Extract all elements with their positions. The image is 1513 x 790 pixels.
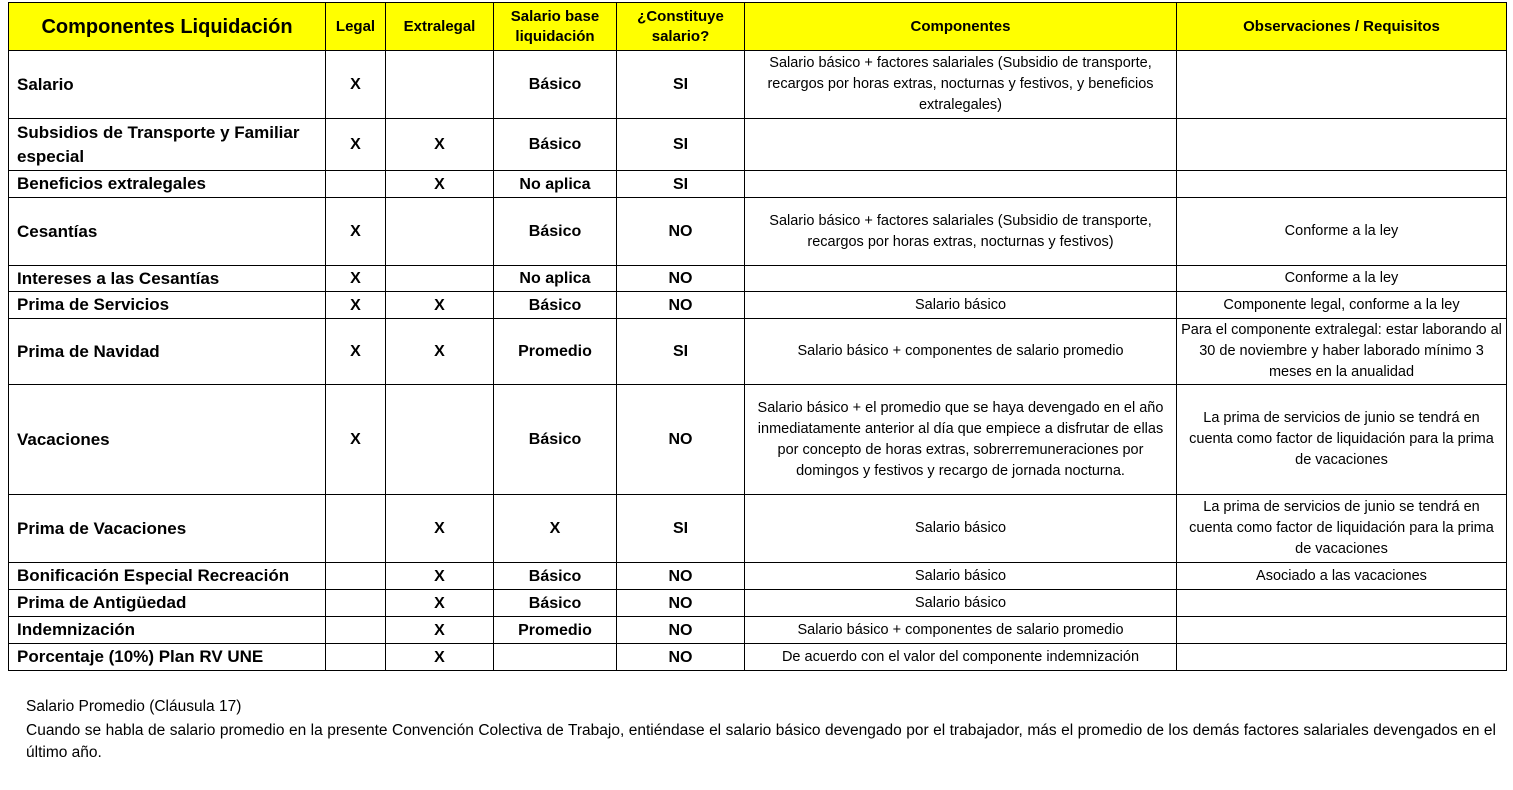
- row-componentes: Salario básico: [745, 292, 1177, 319]
- row-legal: [326, 171, 386, 198]
- row-name: Vacaciones: [9, 385, 326, 495]
- row-extralegal: X: [386, 617, 494, 644]
- row-observaciones: La prima de servicios de junio se tendrá en cuenta como factor de liquidación para la prima de vacaciones: [1177, 495, 1507, 563]
- row-observaciones: [1177, 171, 1507, 198]
- row-componentes: Salario básico: [745, 563, 1177, 590]
- row-name: Prima de Antigüedad: [9, 590, 326, 617]
- row-legal: X: [326, 119, 386, 171]
- row-legal: [326, 495, 386, 563]
- row-salario: NO: [617, 590, 745, 617]
- row-extralegal: X: [386, 119, 494, 171]
- row-salario: NO: [617, 644, 745, 671]
- row-extralegal: X: [386, 644, 494, 671]
- header-observaciones: Observaciones / Requisitos: [1177, 3, 1507, 51]
- row-base: Básico: [494, 198, 617, 266]
- row-salario: SI: [617, 119, 745, 171]
- table-row: [9, 171, 1507, 198]
- row-observaciones: Asociado a las vacaciones: [1177, 563, 1507, 590]
- row-base: Promedio: [494, 617, 617, 644]
- header-constituye-salario: ¿Constituye salario?: [617, 3, 745, 51]
- row-observaciones: [1177, 119, 1507, 171]
- liquidation-components-table: [8, 2, 1507, 671]
- row-componentes: Salario básico + el promedio que se haya devengado en el año inmediatamente anterior al día que empiece a disfrutar de ellas por concepto de horas extras, sobrerremuneraciones por domingos y festivos y recargo de jornada nocturna.: [745, 385, 1177, 495]
- row-salario: SI: [617, 319, 745, 385]
- row-componentes: Salario básico: [745, 495, 1177, 563]
- row-base: Básico: [494, 563, 617, 590]
- row-name: Porcentaje (10%) Plan RV UNE: [9, 644, 326, 671]
- table-row: [9, 590, 1507, 617]
- row-extralegal: [386, 198, 494, 266]
- row-base: Promedio: [494, 319, 617, 385]
- table-row: [9, 198, 1507, 266]
- row-legal: X: [326, 266, 386, 292]
- table-row: [9, 51, 1507, 119]
- header-componentes-liquidacion: Componentes Liquidación: [9, 3, 326, 51]
- row-legal: X: [326, 51, 386, 119]
- row-name: Cesantías: [9, 198, 326, 266]
- row-base: Básico: [494, 590, 617, 617]
- row-name: Prima de Vacaciones: [9, 495, 326, 563]
- table-row: [9, 644, 1507, 671]
- row-legal: [326, 617, 386, 644]
- header-salario-base: Salario base liquidación: [494, 3, 617, 51]
- row-observaciones: Conforme a la ley: [1177, 198, 1507, 266]
- header-componentes: Componentes: [745, 3, 1177, 51]
- row-name: Salario: [9, 51, 326, 119]
- row-legal: X: [326, 292, 386, 319]
- row-componentes: [745, 266, 1177, 292]
- row-name: Prima de Servicios: [9, 292, 326, 319]
- row-observaciones: Para el componente extralegal: estar laborando al 30 de noviembre y haber laborado mínimo 3 meses en la anualidad: [1177, 319, 1507, 385]
- row-componentes: Salario básico + componentes de salario promedio: [745, 617, 1177, 644]
- row-base: Básico: [494, 119, 617, 171]
- table-row: [9, 266, 1507, 292]
- row-extralegal: X: [386, 319, 494, 385]
- row-observaciones: Conforme a la ley: [1177, 266, 1507, 292]
- row-salario: NO: [617, 563, 745, 590]
- table-row: [9, 119, 1507, 171]
- row-salario: NO: [617, 617, 745, 644]
- row-salario: NO: [617, 266, 745, 292]
- row-legal: [326, 563, 386, 590]
- row-componentes: De acuerdo con el valor del componente indemnización: [745, 644, 1177, 671]
- row-legal: [326, 644, 386, 671]
- row-extralegal: X: [386, 171, 494, 198]
- row-name: Bonificación Especial Recreación: [9, 563, 326, 590]
- row-observaciones: La prima de servicios de junio se tendrá en cuenta como factor de liquidación para la prima de vacaciones: [1177, 385, 1507, 495]
- row-base: No aplica: [494, 171, 617, 198]
- row-name: Subsidios de Transporte y Familiar especial: [9, 119, 326, 171]
- table-row: [9, 495, 1507, 563]
- table-row: [9, 292, 1507, 319]
- row-salario: SI: [617, 495, 745, 563]
- table-row: [9, 617, 1507, 644]
- row-salario: SI: [617, 171, 745, 198]
- row-componentes: [745, 171, 1177, 198]
- note-body: Cuando se habla de salario promedio en la presente Convención Colectiva de Trabajo, entiéndase el salario básico devengado por el trabajador, más el promedio de los demás factores salariales devengados en el último año.: [26, 722, 1496, 761]
- row-base: X: [494, 495, 617, 563]
- row-observaciones: [1177, 617, 1507, 644]
- salario-promedio-note: [26, 696, 1496, 764]
- row-salario: NO: [617, 385, 745, 495]
- row-observaciones: [1177, 51, 1507, 119]
- row-base: Básico: [494, 51, 617, 119]
- row-base: Básico: [494, 385, 617, 495]
- row-extralegal: [386, 266, 494, 292]
- note-title: Salario Promedio (Cláusula 17): [26, 698, 242, 715]
- row-salario: SI: [617, 51, 745, 119]
- row-name: Prima de Navidad: [9, 319, 326, 385]
- row-legal: X: [326, 385, 386, 495]
- header-legal: Legal: [326, 3, 386, 51]
- row-extralegal: X: [386, 495, 494, 563]
- table-row: [9, 563, 1507, 590]
- row-name: Beneficios extralegales: [9, 171, 326, 198]
- table-header-row: [9, 3, 1507, 51]
- row-extralegal: [386, 385, 494, 495]
- row-observaciones: [1177, 644, 1507, 671]
- row-observaciones: [1177, 590, 1507, 617]
- row-extralegal: X: [386, 563, 494, 590]
- row-extralegal: X: [386, 590, 494, 617]
- row-componentes: Salario básico + factores salariales (Subsidio de transporte, recargos por horas extras, nocturnas y festivos): [745, 198, 1177, 266]
- row-legal: [326, 590, 386, 617]
- row-legal: X: [326, 319, 386, 385]
- row-componentes: Salario básico + factores salariales (Subsidio de transporte, recargos por horas extras, nocturnas y festivos, y beneficios extralegales): [745, 51, 1177, 119]
- row-name: Indemnización: [9, 617, 326, 644]
- row-salario: NO: [617, 198, 745, 266]
- row-observaciones: Componente legal, conforme a la ley: [1177, 292, 1507, 319]
- table-row: [9, 385, 1507, 495]
- row-componentes: Salario básico: [745, 590, 1177, 617]
- row-base: [494, 644, 617, 671]
- row-salario: NO: [617, 292, 745, 319]
- row-base: Básico: [494, 292, 617, 319]
- table-row: [9, 319, 1507, 385]
- row-base: No aplica: [494, 266, 617, 292]
- header-extralegal: Extralegal: [386, 3, 494, 51]
- row-legal: X: [326, 198, 386, 266]
- row-name: Intereses a las Cesantías: [9, 266, 326, 292]
- row-extralegal: X: [386, 292, 494, 319]
- row-componentes: [745, 119, 1177, 171]
- row-extralegal: [386, 51, 494, 119]
- row-componentes: Salario básico + componentes de salario promedio: [745, 319, 1177, 385]
